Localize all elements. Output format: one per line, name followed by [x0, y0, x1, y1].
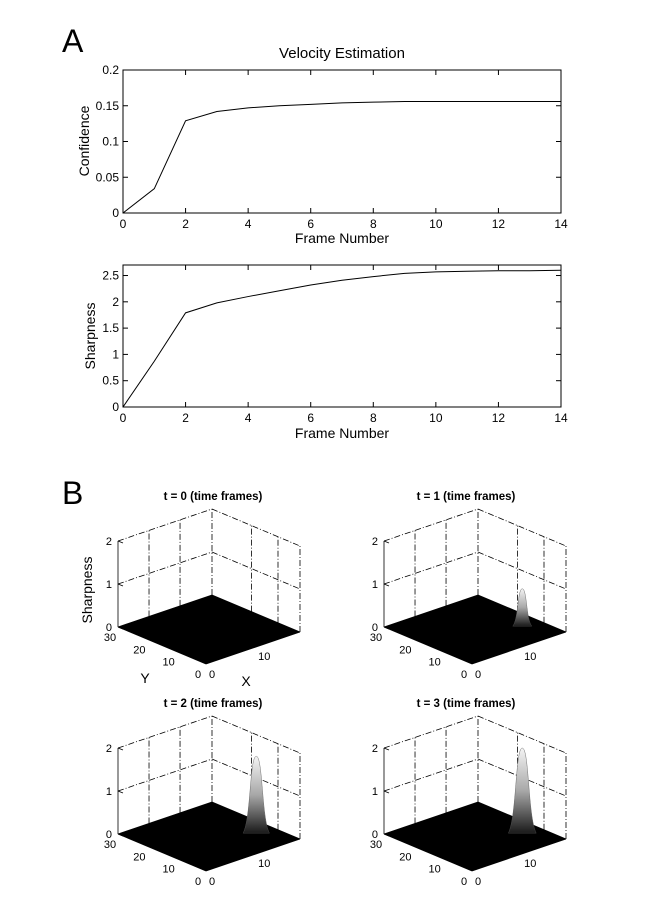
y-tick-label: 0.1	[102, 134, 119, 149]
x-tick-label: 14	[554, 411, 568, 425]
y-tick-label: 10	[162, 656, 175, 669]
z-tick-mark	[384, 584, 389, 586]
x-tick-label: 6	[307, 411, 315, 425]
y-tick-label: 2	[112, 294, 119, 309]
confidence-chart	[76, 45, 568, 246]
series-line	[123, 270, 561, 407]
wall-gridline	[478, 716, 566, 753]
x-tick-label: 0	[474, 876, 482, 888]
z-tick-label: 0	[371, 622, 378, 634]
y-tick-label: 0	[460, 669, 468, 681]
x-tick-label: 10	[429, 411, 443, 425]
x-tick-label: 10	[524, 858, 537, 871]
subplot-title: t = 1 (time frames)	[416, 491, 516, 503]
y-tick-label: 0.5	[102, 373, 119, 388]
x-tick-label: 8	[369, 411, 377, 425]
z-tick-label: 0	[105, 622, 112, 634]
panel-label-a: A	[62, 23, 84, 59]
x-axis-label: Frame Number	[294, 425, 390, 441]
z-tick-mark	[384, 791, 389, 793]
surface-peak	[243, 756, 269, 833]
series-line	[123, 101, 561, 213]
z-tick-mark	[384, 748, 389, 750]
wall-gridline	[384, 552, 478, 584]
wall-gridline	[478, 509, 566, 546]
z-tick-mark	[118, 748, 123, 750]
x-tick-label: 14	[554, 217, 568, 231]
z-tick-mark	[118, 791, 123, 793]
x-tick-label: 2	[182, 411, 189, 425]
wall-gridline	[384, 759, 478, 791]
y-tick-label: 30	[103, 839, 117, 851]
wall-gridline	[212, 509, 300, 546]
z-tick-mark	[118, 584, 123, 586]
surface-plot-t1	[370, 491, 566, 681]
z-tick-label: 1	[371, 579, 378, 591]
panel-label-b: B	[62, 475, 84, 511]
subplot-title: t = 3 (time frames)	[416, 698, 516, 710]
chart-title: Velocity Estimation	[279, 45, 405, 62]
x-axis-label: Frame Number	[294, 230, 390, 246]
x-tick-label: 6	[307, 217, 315, 231]
z-tick-label: 2	[371, 536, 378, 548]
wall-gridline	[118, 759, 212, 791]
y-tick-label: 0.15	[95, 98, 119, 113]
z-tick-label: 2	[371, 743, 378, 755]
y-tick-label: 30	[103, 632, 117, 644]
x-axis-label-3d: X	[241, 673, 251, 689]
y-tick-label: 0	[194, 669, 202, 681]
z-tick-label: 0	[105, 829, 112, 841]
y-axis-label-3d: Y	[140, 670, 150, 686]
surface-plot-t2	[104, 698, 300, 888]
y-tick-label: 1	[112, 347, 119, 362]
z-tick-label: 2	[105, 536, 112, 548]
x-tick-label: 10	[429, 217, 443, 231]
y-axis-label: Confidence	[76, 105, 92, 177]
x-tick-label: 10	[258, 858, 271, 871]
subplot-title: t = 0 (time frames)	[163, 491, 263, 503]
plot-frame	[123, 265, 561, 407]
x-tick-label: 10	[258, 651, 271, 664]
z-tick-label: 1	[105, 579, 112, 591]
z-tick-mark	[118, 541, 123, 543]
y-tick-label: 10	[428, 656, 441, 669]
x-tick-label: 4	[244, 411, 252, 425]
y-tick-label: 30	[369, 632, 383, 644]
surface-peak	[513, 589, 532, 626]
z-tick-label: 0	[371, 829, 378, 841]
x-tick-label: 12	[491, 411, 506, 425]
wall-gridline	[384, 509, 478, 541]
wall-gridline	[384, 716, 478, 748]
y-tick-label: 0	[112, 206, 119, 220]
y-tick-label: 0	[112, 400, 119, 414]
z-axis-label: Sharpness	[79, 556, 95, 624]
x-tick-label: 0	[208, 669, 216, 681]
sharpness-chart	[82, 265, 568, 441]
plot-frame	[123, 70, 561, 213]
wall-gridline	[212, 716, 300, 753]
y-tick-label: 10	[162, 863, 175, 876]
z-tick-label: 1	[105, 786, 112, 798]
x-tick-label: 8	[369, 217, 377, 231]
y-tick-label: 1.5	[102, 321, 119, 336]
wall-gridline	[212, 552, 300, 589]
y-tick-label: 20	[133, 851, 146, 864]
y-tick-label: 0	[194, 876, 202, 888]
surface-plot-t3	[370, 698, 566, 888]
x-tick-label: 0	[208, 876, 216, 888]
y-tick-label: 2.5	[102, 268, 119, 283]
subplot-title: t = 2 (time frames)	[163, 698, 263, 710]
y-tick-label: 0	[460, 876, 468, 888]
surface-peak	[508, 748, 536, 833]
y-tick-label: 20	[133, 644, 146, 657]
y-tick-label: 0.05	[95, 170, 119, 185]
y-tick-label: 30	[369, 839, 383, 851]
z-tick-label: 2	[105, 743, 112, 755]
wall-gridline	[118, 716, 212, 748]
wall-gridline	[478, 552, 566, 589]
y-tick-label: 0.2	[102, 63, 119, 77]
x-tick-label: 0	[119, 411, 127, 425]
y-tick-label: 20	[399, 644, 412, 657]
y-axis-label: Sharpness	[82, 302, 98, 370]
y-tick-label: 20	[399, 851, 412, 864]
wall-gridline	[118, 509, 212, 541]
z-tick-mark	[384, 541, 389, 543]
wall-gridline	[118, 552, 212, 584]
x-tick-label: 0	[119, 217, 127, 231]
surface-plot-t0	[104, 491, 300, 681]
x-tick-label: 0	[474, 669, 482, 681]
x-tick-label: 12	[491, 217, 506, 231]
y-tick-label: 10	[428, 863, 441, 876]
z-tick-label: 1	[371, 786, 378, 798]
x-tick-label: 2	[182, 217, 189, 231]
x-tick-label: 10	[524, 651, 537, 664]
x-tick-label: 4	[244, 217, 252, 231]
